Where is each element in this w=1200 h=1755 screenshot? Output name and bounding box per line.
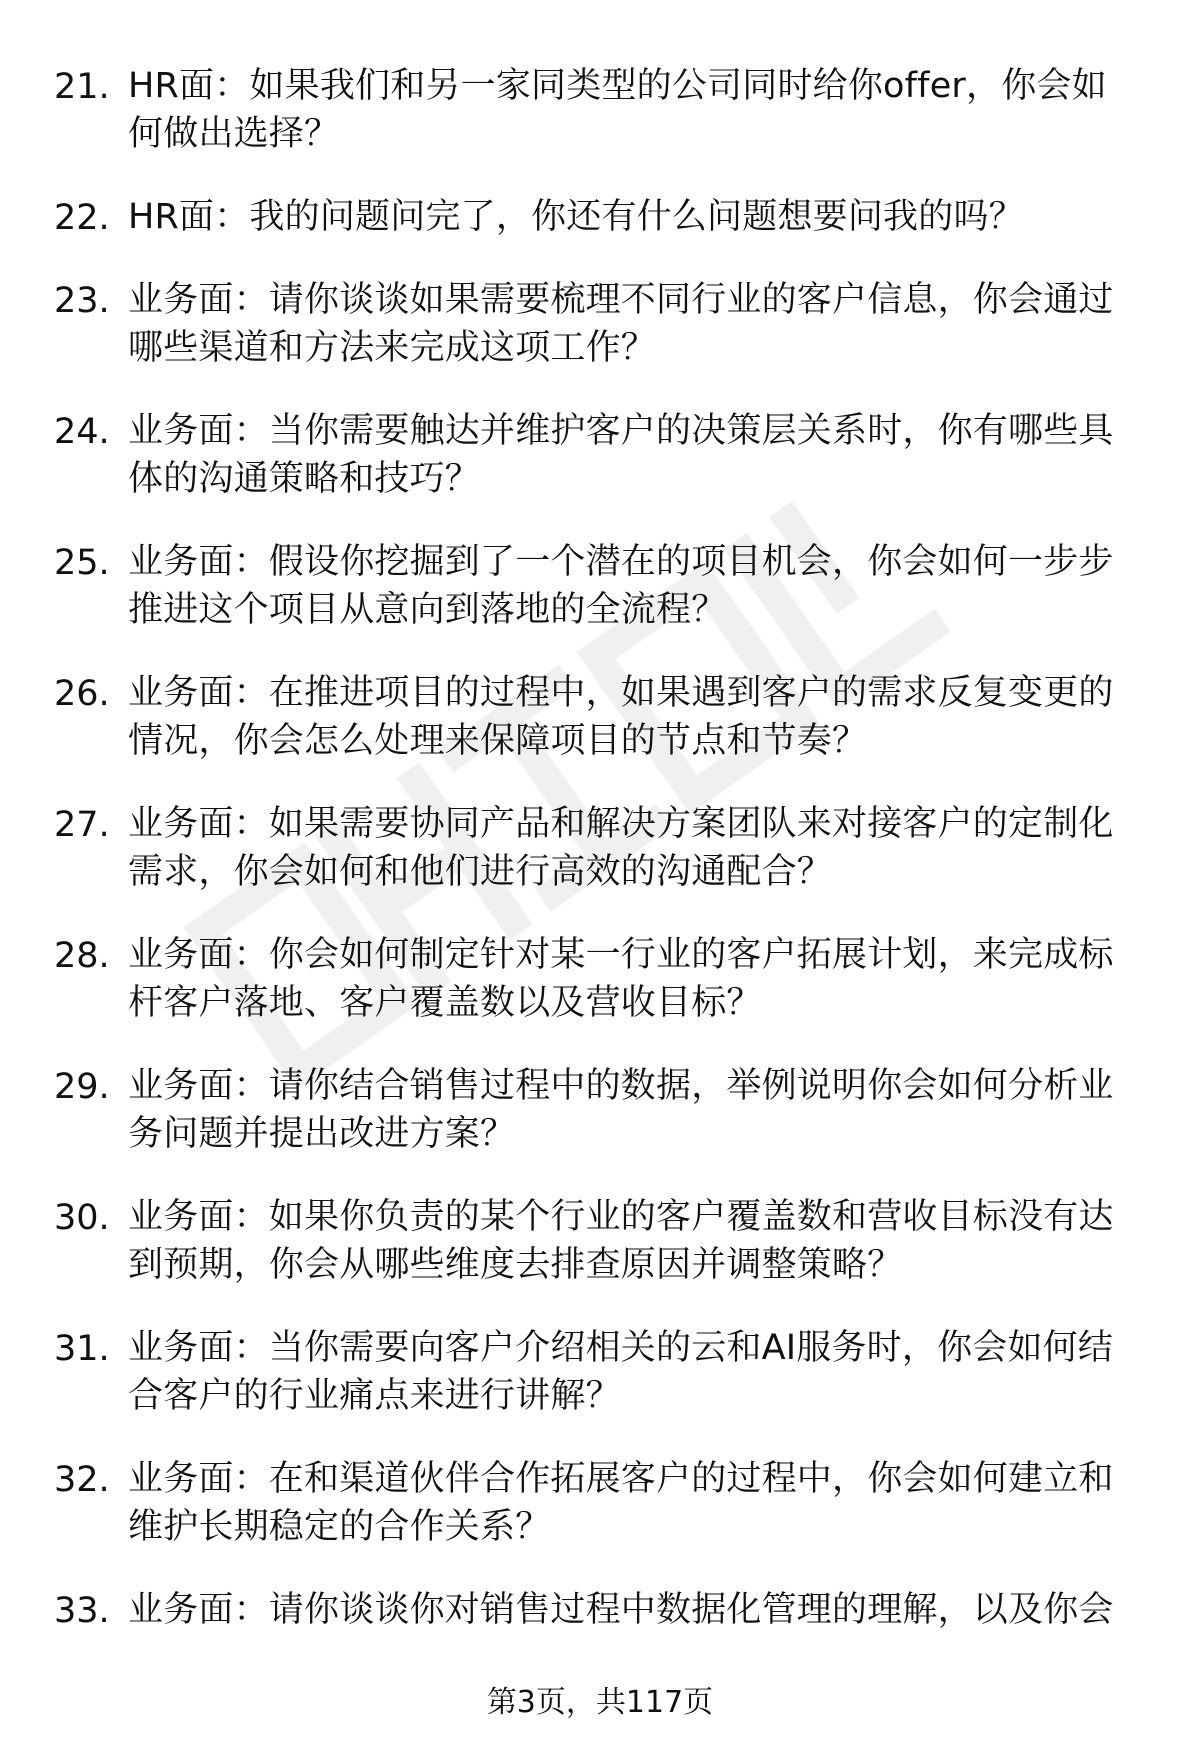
question-item xyxy=(0,397,1200,528)
question-number: 33. xyxy=(54,1591,110,1631)
question-item xyxy=(0,52,1200,183)
question-item xyxy=(0,1445,1200,1576)
question-text: 业务面：请你谈谈你对销售过程中数据化管理的理解，以及你会 xyxy=(128,1590,1114,1630)
question-text: 业务面：假设你挖掘到了一个潜在的项目机会，你会如何一步步推进这个项目从意向到落地的全流程？ xyxy=(128,542,1114,630)
question-number: 24. xyxy=(54,412,110,452)
question-item xyxy=(0,266,1200,397)
question-number: 21. xyxy=(54,67,110,107)
question-number: 25. xyxy=(54,543,110,583)
question-item xyxy=(0,528,1200,659)
question-text: 业务面：在和渠道伙伴合作拓展客户的过程中，你会如何建立和维护长期稳定的合作关系？ xyxy=(128,1459,1114,1547)
question-item xyxy=(0,659,1200,790)
question-item xyxy=(0,921,1200,1052)
question-text: HR面：我的问题问完了，你还有什么问题想要问我的吗？ xyxy=(128,197,1024,237)
question-number: 30. xyxy=(54,1198,110,1238)
question-number: 23. xyxy=(54,281,110,321)
question-number: 29. xyxy=(54,1067,110,1107)
question-item xyxy=(0,183,1200,266)
question-item xyxy=(0,1576,1200,1656)
question-text: 业务面：请你结合销售过程中的数据，举例说明你会如何分析业务问题并提出改进方案？ xyxy=(128,1066,1114,1154)
question-item xyxy=(0,1314,1200,1445)
question-item xyxy=(0,1052,1200,1183)
question-text: 业务面：当你需要向客户介绍相关的云和AI服务时，你会如何结合客户的行业痛点来进行讲解？ xyxy=(128,1328,1114,1416)
question-text: 业务面：当你需要触达并维护客户的决策层关系时，你有哪些具体的沟通策略和技巧？ xyxy=(128,411,1114,499)
question-text: 业务面：请你谈谈如果需要梳理不同行业的客户信息，你会通过哪些渠道和方法来完成这项工作？ xyxy=(128,280,1114,368)
question-number: 26. xyxy=(54,674,110,714)
page-number-footer: 第3页，共117页 xyxy=(486,1685,714,1720)
question-text: 业务面：在推进项目的过程中，如果遇到客户的需求反复变更的情况，你会怎么处理来保障项目的节点和节奏？ xyxy=(128,673,1114,761)
question-text: 业务面：你会如何制定针对某一行业的客户拓展计划，来完成标杆客户落地、客户覆盖数以及营收目标？ xyxy=(128,935,1114,1023)
question-number: 32. xyxy=(54,1460,110,1500)
question-item xyxy=(0,790,1200,921)
question-number: 22. xyxy=(54,198,110,238)
question-number: 31. xyxy=(54,1329,110,1369)
question-text: HR面：如果我们和另一家同类型的公司同时给你offer，你会如何做出选择？ xyxy=(128,66,1107,154)
question-number: 27. xyxy=(54,805,110,845)
question-text: 业务面：如果你负责的某个行业的客户覆盖数和营收目标没有达到预期，你会从哪些维度去排查原因并调整策略？ xyxy=(128,1197,1114,1285)
question-item xyxy=(0,1183,1200,1314)
question-list xyxy=(0,52,1200,1656)
question-text: 业务面：如果需要协同产品和解决方案团队来对接客户的定制化需求，你会如何和他们进行高效的沟通配合？ xyxy=(128,804,1114,892)
question-number: 28. xyxy=(54,936,110,976)
